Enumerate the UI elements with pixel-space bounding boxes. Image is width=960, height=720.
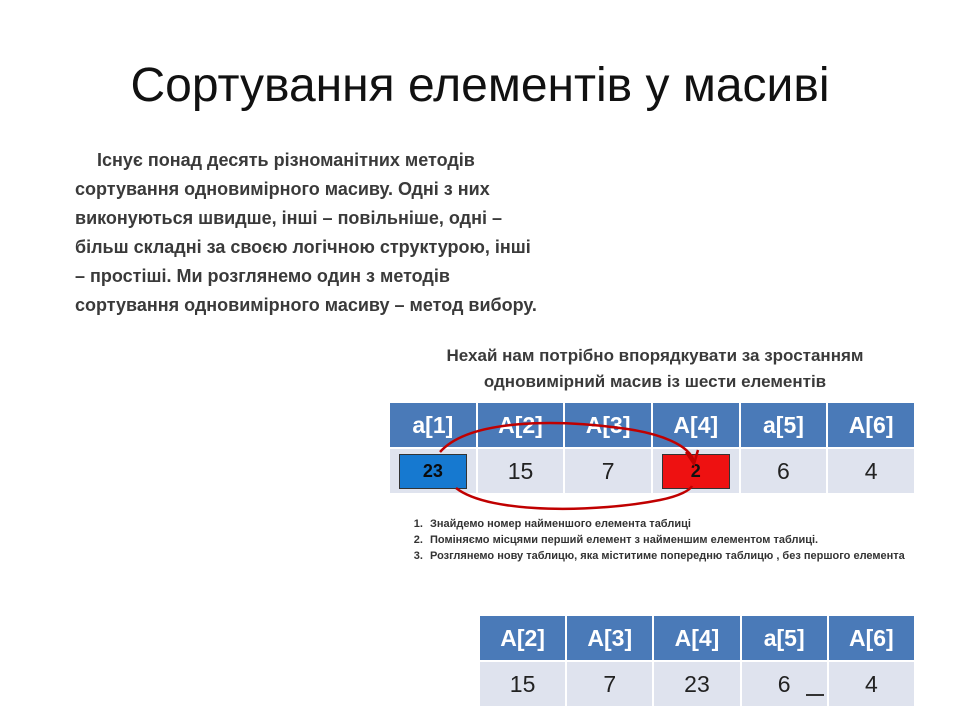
header-cell: a[1] xyxy=(389,402,477,448)
header-cell: A[2] xyxy=(477,402,565,448)
table-header-row xyxy=(479,615,915,661)
caption-line-2: одновимірний масив із шести елементів xyxy=(483,372,827,391)
value-cell xyxy=(389,448,477,494)
step-item: 1. Знайдемо номер найменшого елемента таблиці xyxy=(426,516,936,532)
header-cell: A[4] xyxy=(652,402,740,448)
table-value-row xyxy=(389,448,915,494)
min-element-highlight: 2 xyxy=(662,454,730,489)
header-cell: A[3] xyxy=(564,402,652,448)
cursor-mark xyxy=(806,694,824,696)
array-table-remaining xyxy=(478,614,916,708)
value-cell xyxy=(652,448,740,494)
value-cell: 7 xyxy=(564,448,652,494)
table-header-row xyxy=(389,402,915,448)
value-cell: 23 xyxy=(653,661,740,707)
header-cell: A[3] xyxy=(566,615,653,661)
value-cell: 4 xyxy=(827,448,915,494)
intro-paragraph: Існує понад десять різноманітних методів сортування одновимірного масиву. Одні з них виконуються швидше, інші – повільніше, одні – більш складні за своєю логічною структурою, інші – простіші. Ми розглянемо один з методів сортування одновимірного масиву – метод вибору. xyxy=(75,150,537,315)
header-cell: A[4] xyxy=(653,615,740,661)
value-cell: 6 xyxy=(741,661,828,707)
table-value-row xyxy=(479,661,915,707)
header-cell: A[2] xyxy=(479,615,566,661)
slide-title: Сортування елементів у масиві xyxy=(130,59,830,112)
header-cell: a[5] xyxy=(741,615,828,661)
first-element-highlight: 23 xyxy=(399,454,467,489)
header-cell: A[6] xyxy=(827,402,915,448)
caption-line-1: Нехай нам потрібно впорядкувати за зростанням xyxy=(446,346,864,365)
value-cell: 15 xyxy=(477,448,565,494)
array-caption xyxy=(400,343,910,395)
array-table-initial xyxy=(388,401,916,495)
header-cell: a[5] xyxy=(740,402,828,448)
value-cell: 6 xyxy=(740,448,828,494)
value-cell: 15 xyxy=(479,661,566,707)
step-item: 3. Розглянемо нову таблицю, яка міститиме попередню таблицю , без першого елемента xyxy=(426,548,936,564)
header-cell: A[6] xyxy=(828,615,915,661)
value-cell: 7 xyxy=(566,661,653,707)
step-item: 2. Поміняємо місцями перший елемент з найменшим елементом таблиці. xyxy=(426,532,936,548)
steps-list xyxy=(400,516,936,564)
value-cell: 4 xyxy=(828,661,915,707)
